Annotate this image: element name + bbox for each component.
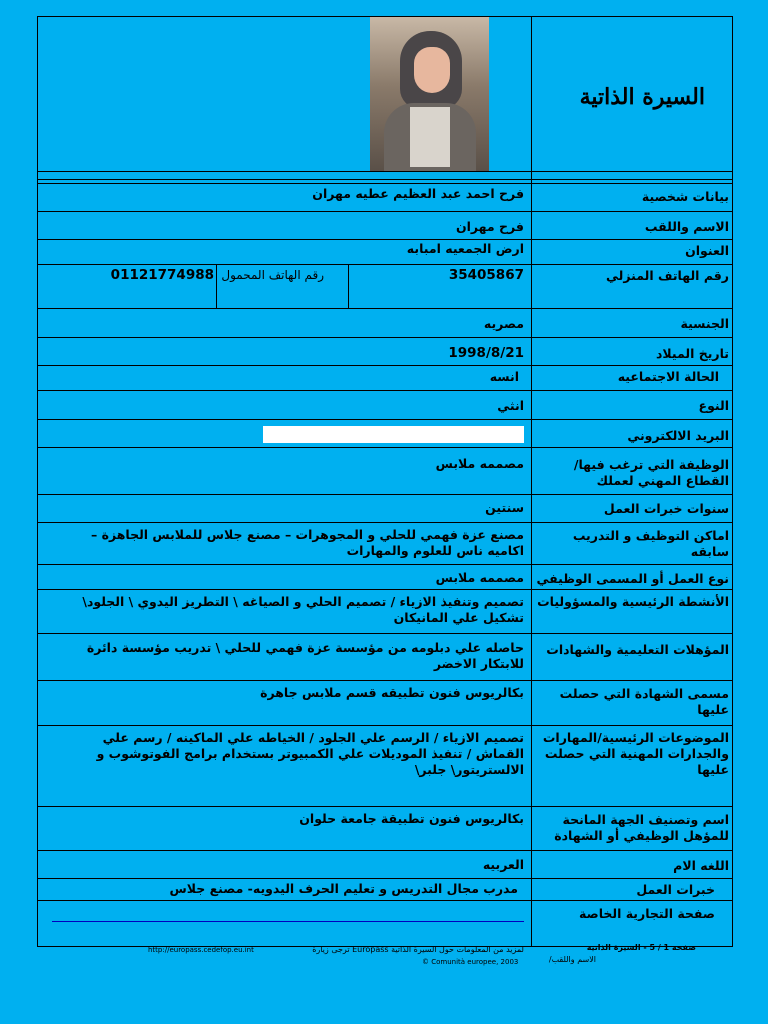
row-divider	[37, 900, 733, 901]
granting-body-value: بكالريوس فنون تطبيقة جامعة حلوان	[299, 811, 524, 826]
row-divider	[37, 171, 733, 172]
business-page-link[interactable]	[52, 921, 524, 922]
mother-tongue-value: العربيه	[482, 857, 524, 872]
work-experience-label: خبرات العمل	[636, 882, 715, 897]
gender-value: انثي	[497, 398, 524, 413]
work-experience-value: مدرب مجال التدريس و تعليم الحرف اليدويه- مصنع جلاس	[169, 881, 518, 896]
degree-title-value: بكالريوس فنون تطبيقه قسم ملابس جاهرة	[260, 685, 524, 700]
email-label: البريد الالكتروني	[627, 428, 729, 443]
job-title-value: مصممه ملابس	[435, 570, 524, 585]
row-divider	[37, 680, 733, 681]
column-divider	[531, 16, 532, 947]
business-page-label: صفحة التجارية الخاصة	[579, 906, 715, 921]
cell-divider	[348, 264, 349, 308]
job-title-label: نوع العمل أو المسمى الوظيفي	[536, 571, 729, 586]
profile-photo	[370, 17, 489, 171]
home-phone-label: رقم الهاتف المنزلي	[606, 268, 729, 283]
copyright: © Comunità europee, 2003	[422, 958, 519, 966]
nationality-label: الجنسية	[680, 316, 729, 331]
mobile-value: 01121774988	[110, 267, 214, 283]
row-divider	[37, 419, 733, 420]
more-info-text: لمزيد من المعلومات حول السيرة الذاتية Europass ترجى زيارة	[312, 945, 524, 954]
skills-label: الموضوعات الرئيسية/المهارات والجدارات المهنية التي حصلت عليها	[542, 730, 729, 777]
degree-title-label: مسمى الشهادة التي حصلت عليها	[559, 686, 729, 717]
row-divider	[37, 179, 733, 180]
row-divider	[37, 589, 733, 590]
desired-job-value: مصممه ملابس	[435, 456, 524, 471]
row-divider	[37, 183, 733, 184]
row-divider	[37, 564, 733, 565]
page-title: السيرة الذاتية	[579, 84, 705, 110]
full-name-value: فرح احمد عبد العظيم عطيه مهران	[312, 186, 524, 201]
row-divider	[37, 365, 733, 366]
row-divider	[37, 308, 733, 309]
row-divider	[37, 337, 733, 338]
personal-label: بيانات شخصية	[641, 189, 729, 204]
row-divider	[37, 239, 733, 240]
row-divider	[37, 806, 733, 807]
birth-date-label: تاريخ الميلاد	[655, 346, 729, 361]
address-label: العنوان	[685, 243, 729, 258]
experience-years-label: سنوات خبرات العمل	[603, 501, 729, 516]
row-divider	[37, 725, 733, 726]
activities-label: الأنشطة الرئيسية والمسؤوليات	[537, 594, 729, 609]
granting-body-label: اسم وتصنيف الجهة المانحة للمؤهل الوظيفي أو الشهادة	[554, 812, 729, 843]
previous-jobs-value: مصنع عزة فهمي للحلي و المجوهرات – مصنع جلاس للملابس الجاهزة – اكاميه ناس للعلوم والمهارات	[90, 527, 524, 558]
desired-job-label: الوظيفة التي ترغب فيها/القطاع المهني لعملك	[573, 457, 729, 488]
europass-link[interactable]: http://europass.cedefop.eu.int	[148, 946, 254, 954]
nationality-value: مصريه	[483, 316, 524, 331]
email-field[interactable]	[263, 426, 524, 443]
mother-tongue-label: اللغه الام	[673, 858, 729, 873]
previous-jobs-label: اماكن التوظيف و التدريب سابقه	[572, 528, 729, 559]
marital-label: الحالة الاجتماعيه	[617, 369, 719, 384]
gender-label: النوع	[698, 398, 729, 413]
row-divider	[37, 494, 733, 495]
page-info: صفحة 1 / 5 - السيرة الذاتية	[586, 943, 696, 952]
home-phone-value: 35405867	[448, 267, 524, 283]
row-divider	[37, 850, 733, 851]
cell-divider	[216, 264, 217, 308]
name-label: الاسم واللقب	[644, 219, 729, 234]
marital-value: انسه	[489, 369, 519, 384]
experience-years-value: سنتين	[485, 500, 524, 515]
address-value: ارض الجمعيه امبابه	[406, 241, 524, 256]
mobile-label: رقم الهاتف المحمول	[221, 268, 324, 282]
name-value: فرح مهران	[455, 219, 524, 234]
row-divider	[37, 633, 733, 634]
row-divider	[37, 264, 733, 265]
birth-date-value: 1998/8/21	[448, 345, 524, 361]
page-info-name: الاسم واللقب/	[548, 955, 596, 964]
qualifications-value: حاصله علي دبلومه من مؤسسة عزة فهمي للحلي \ تدريب مؤسسة دائرة للابتكار الاخضر	[86, 640, 524, 671]
row-divider	[37, 390, 733, 391]
activities-value: تصميم وتنفيذ الازياء / تصميم الحلي و الصياغه \ التطريز اليدوي \ الجلود\ تشكيل علي المانيكان	[82, 594, 524, 625]
qualifications-label: المؤهلات التعليمية والشهادات	[546, 642, 729, 657]
row-divider	[37, 447, 733, 448]
row-divider	[37, 211, 733, 212]
row-divider	[37, 522, 733, 523]
row-divider	[37, 878, 733, 879]
skills-value: تصميم الازياء / الرسم علي الجلود / الخياطه علي الماكينه / رسم علي القماش / تنفيذ الموديلات علي الكمبيوتر بستخدام برامج الفوتوشوب و الالستريتور\ جلبر\	[96, 730, 524, 777]
